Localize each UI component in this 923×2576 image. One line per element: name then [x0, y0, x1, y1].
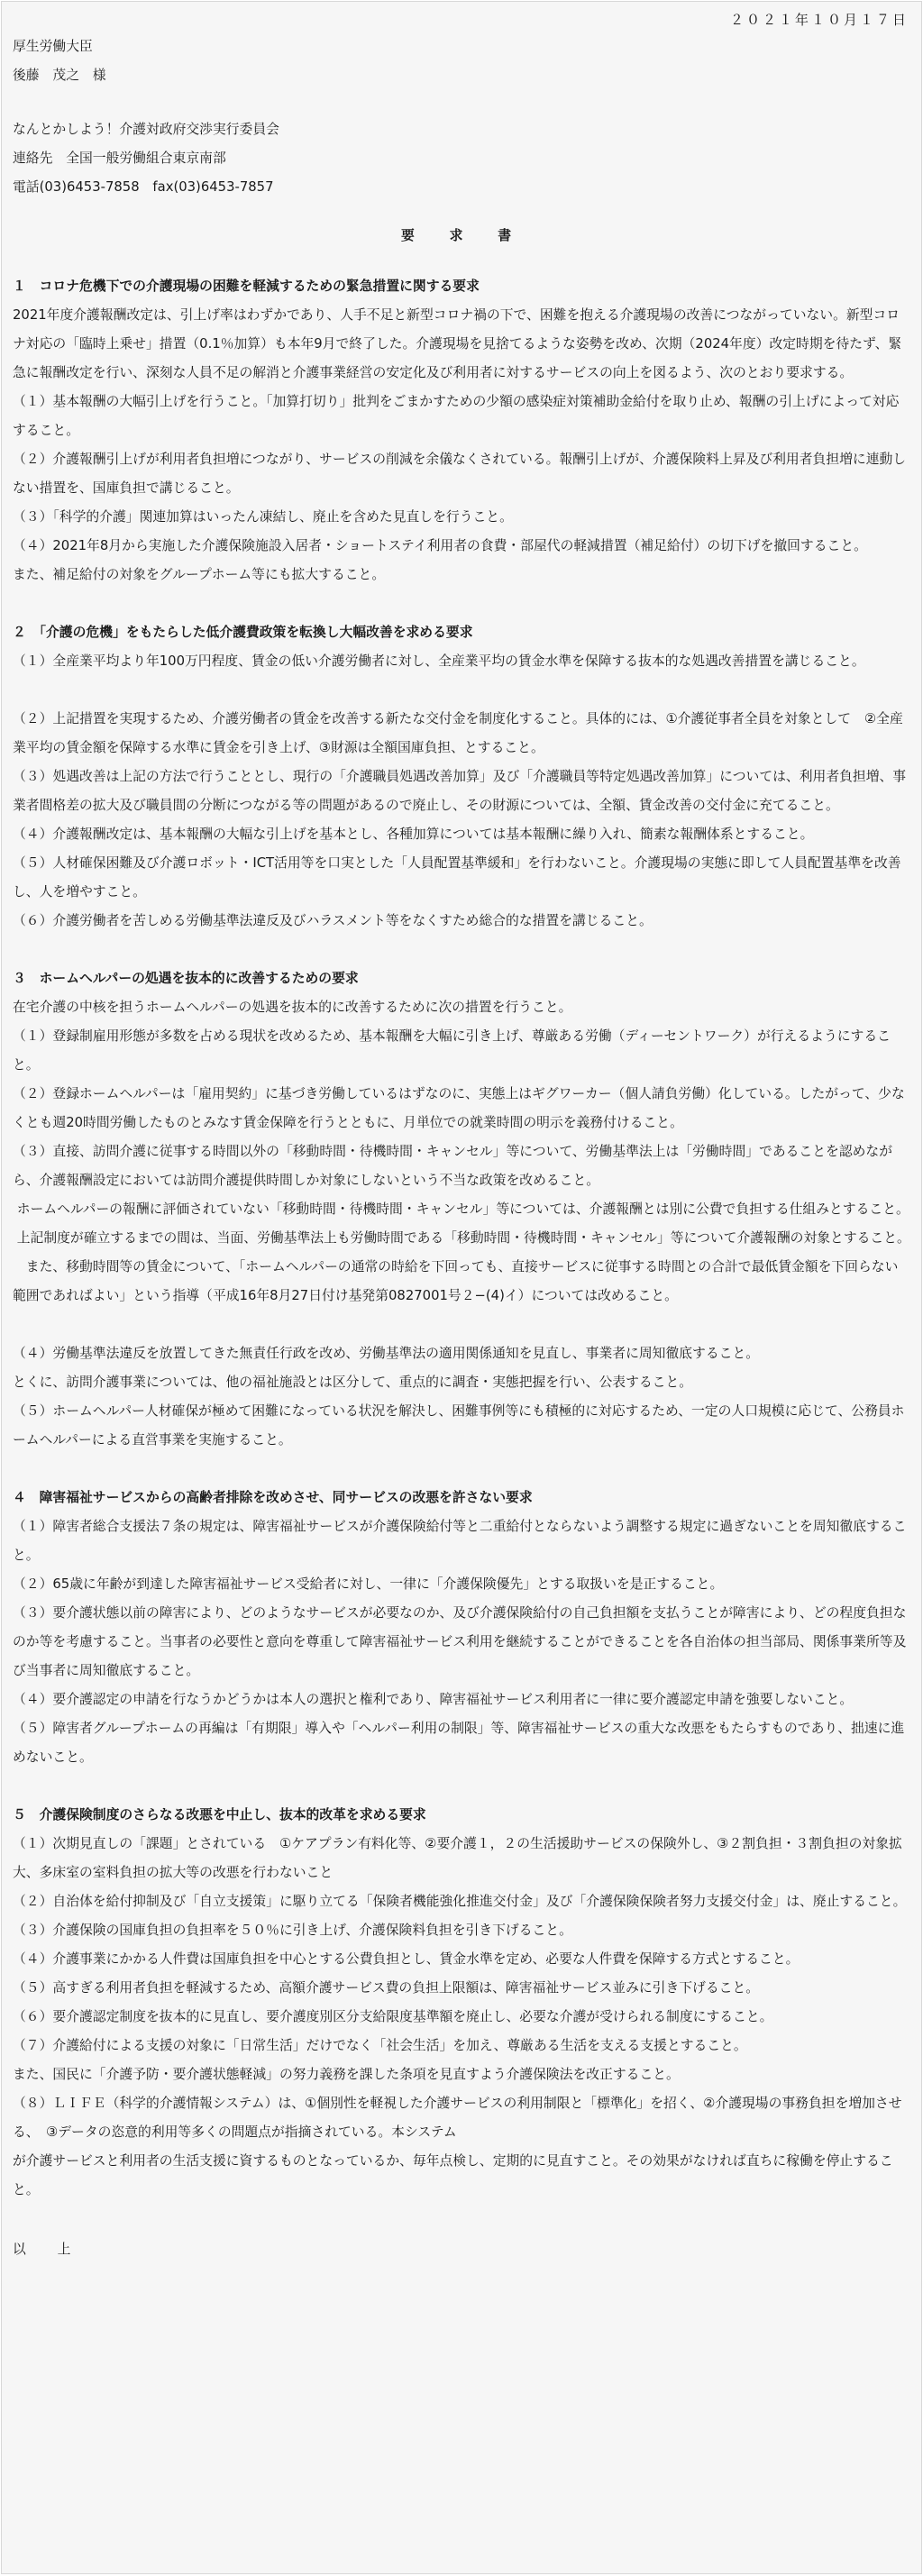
blank-line	[13, 676, 910, 705]
paragraph: （６）要介護認定制度を抜本的に見直し、要介護度別区分支給限度基準額を廃止し、必要な介護が受けられる制度にすること。	[13, 2009, 773, 2024]
section-2	[13, 618, 910, 936]
paragraph: （１）次期見直しの「課題」とされている ①ケアプラン有料化等、②要介護１，２の生活援助サービスの保険外し、③２割負担・３割負担の対象拡大、多床室の室料負担の拡大等の改悪を行わないこと	[13, 1836, 902, 1880]
paragraph: （８）ＬＩＦＥ（科学的介護情報システム）は、①個別性を軽視した介護サービスの利用制限と「標準化」を招く、②介護現場の事務負担を増加させる、 ③データの恣意的利用等多くの問題点が指摘されている。本システム	[13, 2096, 902, 2140]
paragraph: 上記制度が確立するまでの間は、当面、労働基準法上も労働時間である「移動時間・待機時間・キャンセル」等について介護報酬の対象とすること。	[13, 1230, 910, 1246]
paragraph: が介護サービスと利用者の生活支援に資するものとなっているか、毎年点検し、定期的に見直すこと。その効果がなければ直ちに稼働を停止すること。	[13, 2153, 893, 2197]
section-1	[13, 272, 910, 589]
paragraph: （１）障害者総合支援法７条の規定は、障害福祉サービスが介護保険給付等と二重給付とならないよう調整する規定に過ぎないことを周知徹底すること。	[13, 1519, 907, 1563]
paragraph: （４）労働基準法違反を放置してきた無責任行政を改め、労働基準法の適用関係通知を見直し、事業者に周知徹底すること。	[13, 1346, 760, 1361]
paragraph: （３）要介護状態以前の障害により、どのようなサービスが必要なのか、及び介護保険給付の自己負担額を支払うことが障害により、どの程度負担なのか等を考慮すること。当事者の必要性と意向を尊重して障害福祉サービス利用を継続することができることを各自治体の担当部局、関係事業所等及び当事者に周知徹底すること。	[13, 1605, 907, 1678]
sender-phone: 電話(03)6453-7858 fax(03)6453-7857	[13, 179, 274, 195]
paragraph: （２）介護報酬引上げが利用者負担増につながり、サービスの削減を余儀なくされている。報酬引上げが、介護保険料上昇及び利用者負担増に連動しない措置を、国庫負担で講じること。	[13, 452, 907, 496]
addressee-name: 後藤 茂之 様	[13, 68, 106, 83]
paragraph: （２）上記措置を実現するため、介護労働者の賃金を改善する新たな交付金を制度化すること。具体的には、①介護従事者全員を対象として ②全産業平均の賃金額を保障する水準に賃金を引き上げ、③財源は全額国庫負担、とすること。	[13, 711, 903, 755]
section-heading: ２ 「介護の危機」をもたらした低介護費政策を転換し大幅改善を求める要求	[13, 625, 473, 640]
paragraph: （５）ホームヘルパー人材確保が極めて困難になっている状況を解決し、困難事例等にも積極的に対応するため、一定の人口規模に応じて、公務員ホームヘルパーによる直営事業を実施すること。	[13, 1403, 905, 1448]
section-heading: ４ 障害福祉サービスからの高齢者排除を改めさせ、同サービスの改悪を許さない要求	[13, 1490, 533, 1505]
paragraph: （３）「科学的介護」関連加算はいったん凍結し、廃止を含めた見直しを行うこと。	[13, 509, 513, 525]
paragraph: また、移動時間等の賃金について、「ホームヘルパーの通常の時給を下回っても、直接サービスに従事する時間との合計で最低賃金額を下回らない範囲であればよい」という指導（平成16年8月27日付け基発第0827001号２−(4)イ）については改めること。	[13, 1259, 899, 1303]
paragraph: （１）基本報酬の大幅引上げを行うこと。「加算打切り」批判をごまかすための少額の感染症対策補助金給付を取り止め、報酬の引上げによって対応すること。	[13, 394, 900, 438]
paragraph: （５）障害者グループホームの再編は「有期限」導入や「ヘルパー利用の制限」等、障害福祉サービスの重大な改悪をもたらすものであり、拙速に進めないこと。	[13, 1721, 905, 1765]
sender-org: なんとかしよう！介護対政府交渉実行委員会	[13, 122, 279, 137]
document-page	[1, 1, 922, 2574]
paragraph: （２）登録ホームヘルパーは「雇用契約」に基づき労働しているはずなのに、実態上はギグワーカー（個人請負労働）化している。したがって、少なくとも週20時間労働したものとみなす賃金保障を行うとともに、月単位での就業時間の明示を義務付けること。	[13, 1086, 905, 1130]
addressee-title: 厚生労働大臣	[13, 39, 93, 54]
paragraph: とくに、訪問介護事業については、他の福祉施設とは区分して、重点的に調査・実態把握を行い、公表すること。	[13, 1375, 693, 1390]
paragraph: （３）処遇改善は上記の方法で行うこととし、現行の「介護職員処遇改善加算」及び「介護職員等特定処遇改善加算」については、利用者負担増、事業者間格差の拡大及び職員間の分断につながる等の問題があるので廃止し、その財源については、全額、賃金改善の交付金に充てること。	[13, 769, 907, 813]
closing-mark: 以 上	[13, 2242, 80, 2257]
section-heading: １ コロナ危機下での介護現場の困難を軽減するための緊急措置に関する要求	[13, 279, 480, 294]
paragraph: （４）2021年8月から実施した介護保険施設入居者・ショートステイ利用者の食費・部屋代の軽減措置（補足給付）の切下げを撤回すること。	[13, 538, 867, 553]
paragraph: また、国民に「介護予防・要介護状態軽減」の努力義務を課した条項を見直すよう介護保険法を改正すること。	[13, 2067, 680, 2082]
section-heading: ５ 介護保険制度のさらなる改悪を中止し、抜本的改革を求める要求	[13, 1807, 426, 1822]
paragraph: （１）登録制雇用形態が多数を占める現状を改めるため、基本報酬を大幅に引き上げ、尊厳ある労働（ディーセントワーク）が行えるようにすること。	[13, 1028, 891, 1073]
paragraph: 在宅介護の中核を担うホームヘルパーの処遇を抜本的に改善するために次の措置を行うこと。	[13, 1000, 572, 1015]
paragraph: （２）自治体を給付抑制及び「自立支援策」に駆り立てる「保険者機能強化推進交付金」及び「介護保険保険者努力支援交付金」は、廃止すること。	[13, 1894, 907, 1909]
paragraph: （２）65歳に年齢が到達した障害福祉サービス受給者に対し、一律に「介護保険優先」とする取扱いを是正すること。	[13, 1576, 724, 1592]
section-3	[13, 964, 910, 1455]
addressee-block	[13, 32, 910, 90]
section-5	[13, 1801, 910, 2205]
blank-line	[13, 1311, 910, 1339]
paragraph: また、補足給付の対象をグループホーム等にも拡大すること。	[13, 567, 386, 582]
sender-contact: 連絡先 全国一般労働組合東京南部	[13, 151, 226, 166]
paragraph: ホームヘルパーの報酬に評価されていない「移動時間・待機時間・キャンセル」等については、介護報酬とは別に公費で負担する仕組みとすること。	[13, 1201, 909, 1217]
paragraph: （４）介護報酬改定は、基本報酬の大幅な引上げを基本とし、各種加算については基本報酬に繰り入れ、簡素な報酬体系とすること。	[13, 827, 814, 842]
paragraph: （４）要介護認定の申請を行なうかどうかは本人の選択と権利であり、障害福祉サービス利用者に一律に要介護認定申請を強要しないこと。	[13, 1692, 854, 1707]
document-date: ２０２１年１０月１７日	[729, 12, 909, 28]
paragraph: （３）直接、訪問介護に従事する時間以外の「移動時間・待機時間・キャンセル」等について、労働基準法上は「労働時間」であることを認めながら、介護報酬設定においては訪問介護提供時間しか対象にしないという不当な政策を改めること。	[13, 1144, 893, 1188]
document-title: 要 求 書	[401, 228, 522, 243]
paragraph: （３）介護保険の国庫負担の負担率を５０％に引き上げ、介護保険料負担を引き下げること。	[13, 1923, 572, 1938]
section-4	[13, 1484, 910, 1772]
section-heading: ３ ホームヘルパーの処遇を抜本的に改善するための要求	[13, 971, 359, 986]
paragraph: （６）介護労働者を苦しめる労働基準法違反及びハラスメント等をなくすため総合的な措置を講じること。	[13, 913, 653, 928]
paragraph: （１）全産業平均より年100万円程度、賃金の低い介護労働者に対し、全産業平均の賃金水準を保障する抜本的な処遇改善措置を講じること。	[13, 653, 865, 669]
paragraph: （５）高すぎる利用者負担を軽減するため、高額介護サービス費の負担上限額は、障害福祉サービス並みに引き下げること。	[13, 1980, 760, 1996]
paragraph: 2021年度介護報酬改定は、引上げ率はわずかであり、人手不足と新型コロナ禍の下で、困難を抱える介護現場の改善につながっていない。新型コロナ対応の「臨時上乗せ」措置（0.1％加算）も本年9月で終了した。介護現場を見捨てるような姿勢を改め、次期（2024年度）改定時期を待たず、緊急に報酬改定を行い、深刻な人員不足の解消と介護事業経営の安定化及び利用者に対するサービスの向上を図るよう、次のとおり要求する。	[13, 307, 902, 380]
sender-block	[13, 115, 910, 202]
paragraph: （７）介護給付による支援の対象に「日常生活」だけでなく「社会生活」を加え、尊厳ある生活を支える支援とすること。	[13, 2038, 747, 2053]
paragraph: （４）介護事業にかかる人件費は国庫負担を中心とする公費負担とし、賃金水準を定め、必要な人件費を保障する方式とすること。	[13, 1951, 800, 1967]
paragraph: （５）人材確保困難及び介護ロボット・ICT活用等を口実とした「人員配置基準緩和」を行わないこと。介護現場の実態に即して人員配置基準を改善し、人を増やすこと。	[13, 855, 901, 900]
